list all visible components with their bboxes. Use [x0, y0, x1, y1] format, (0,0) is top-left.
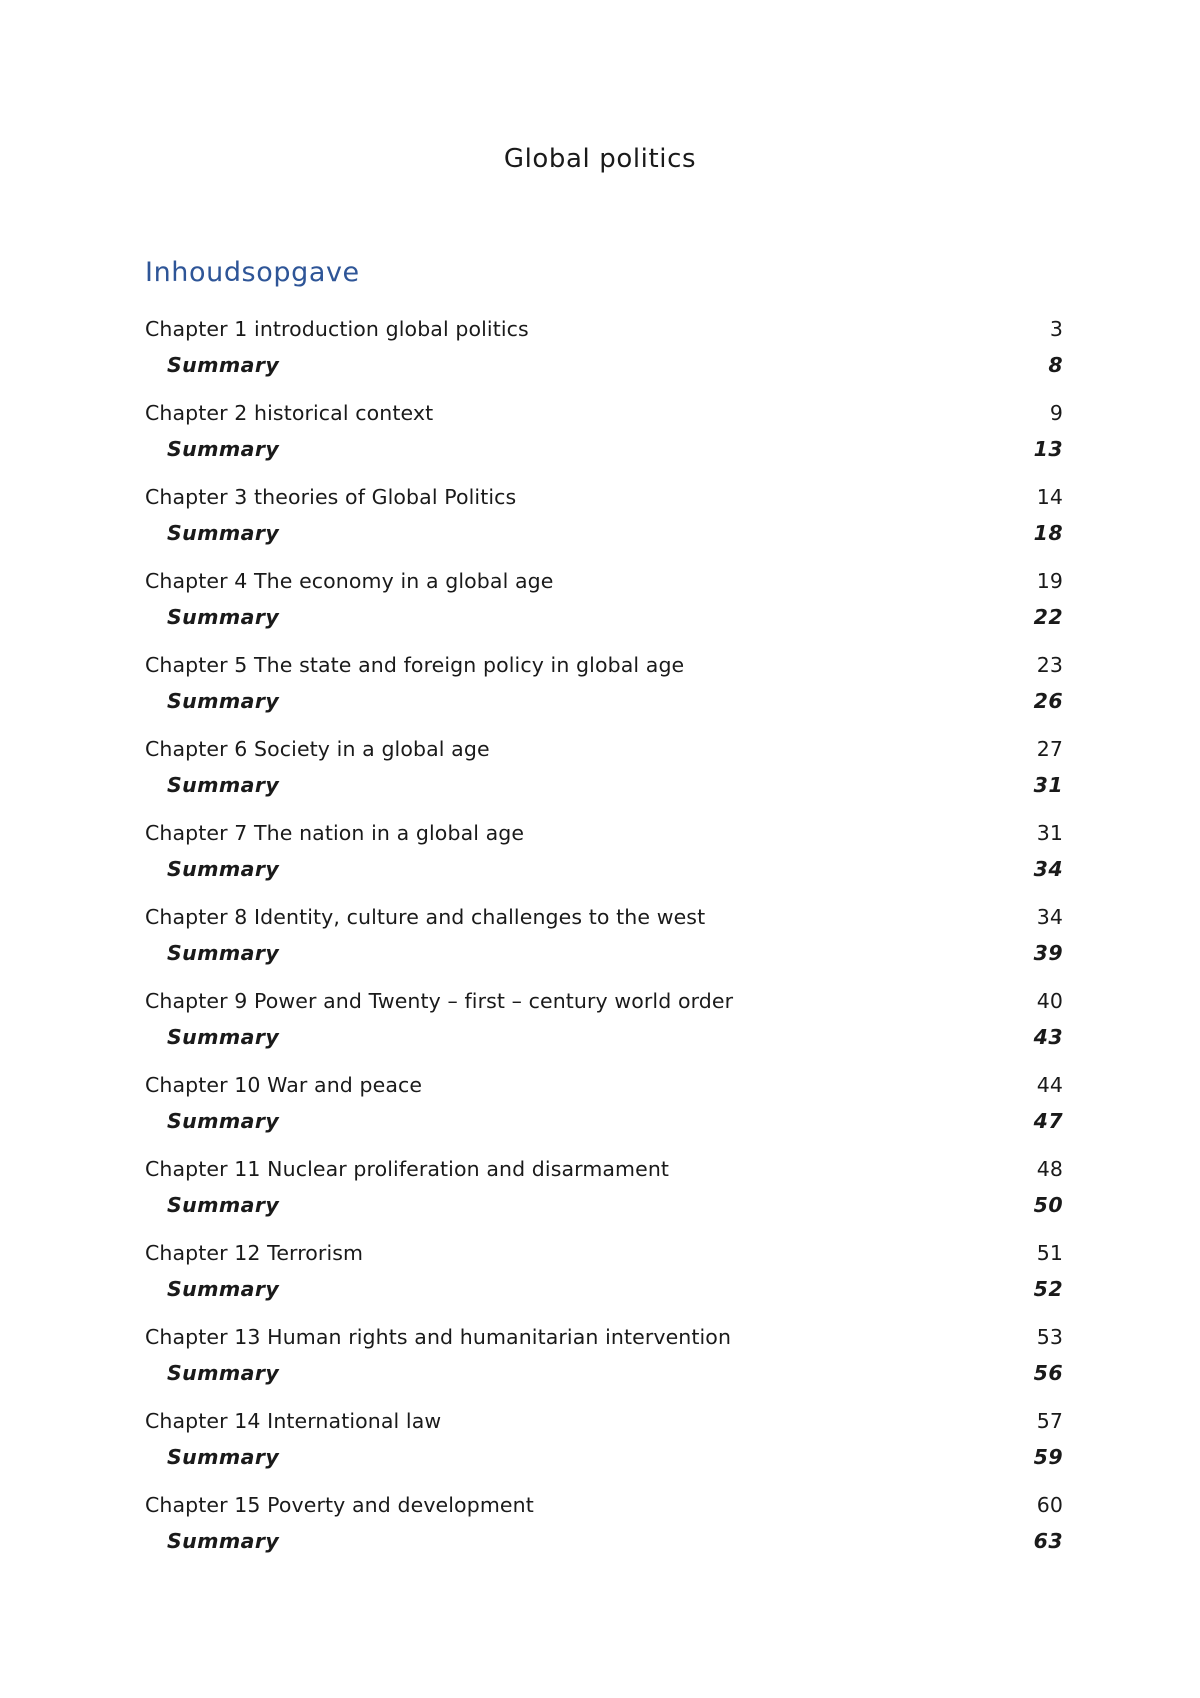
- toc-summary-page: 39: [1033, 941, 1063, 965]
- toc-chapter-page: 60: [1036, 1493, 1063, 1517]
- toc-chapter-link[interactable]: [145, 731, 1063, 767]
- toc-chapter-page: 53: [1036, 1325, 1063, 1349]
- toc-chapter-page: 51: [1036, 1241, 1063, 1265]
- toc-entry: [145, 731, 1063, 815]
- toc-chapter-link[interactable]: [145, 1487, 1063, 1523]
- toc-chapter-page: 19: [1036, 569, 1063, 593]
- toc-summary-page: 50: [1033, 1193, 1063, 1217]
- toc-summary-link[interactable]: [145, 1439, 1063, 1475]
- toc-summary-label: Summary: [167, 1445, 280, 1469]
- toc-chapter-page: 44: [1036, 1073, 1063, 1097]
- toc-heading: Inhoudsopgave: [145, 257, 360, 288]
- toc-chapter-title: Chapter 8 Identity, culture and challenges to the west: [145, 905, 706, 929]
- toc-chapter-page: 48: [1036, 1157, 1063, 1181]
- toc-entry: [145, 1151, 1063, 1235]
- toc-chapter-link[interactable]: [145, 1403, 1063, 1439]
- toc-summary-link[interactable]: [145, 515, 1063, 551]
- toc-summary-page: 52: [1033, 1277, 1063, 1301]
- toc-entry: [145, 815, 1063, 899]
- toc-summary-link[interactable]: [145, 767, 1063, 803]
- toc-summary-label: Summary: [167, 1025, 280, 1049]
- toc-chapter-title: Chapter 11 Nuclear proliferation and disarmament: [145, 1157, 670, 1181]
- toc-chapter-page: 23: [1036, 653, 1063, 677]
- toc-entry: [145, 563, 1063, 647]
- toc-entry: [145, 1487, 1063, 1571]
- toc-summary-page: 22: [1033, 605, 1063, 629]
- toc-summary-link[interactable]: [145, 935, 1063, 971]
- toc-summary-label: Summary: [167, 353, 280, 377]
- toc-summary-page: 47: [1033, 1109, 1063, 1133]
- toc-chapter-title: Chapter 6 Society in a global age: [145, 737, 490, 761]
- toc-entry: [145, 311, 1063, 395]
- toc-summary-link[interactable]: [145, 1019, 1063, 1055]
- toc-summary-label: Summary: [167, 1529, 280, 1553]
- toc-summary-page: 43: [1033, 1025, 1063, 1049]
- toc-summary-label: Summary: [167, 941, 280, 965]
- toc-chapter-link[interactable]: [145, 479, 1063, 515]
- toc-chapter-link[interactable]: [145, 1319, 1063, 1355]
- toc-chapter-title: Chapter 1 introduction global politics: [145, 317, 529, 341]
- toc-summary-link[interactable]: [145, 1103, 1063, 1139]
- document-title: Global politics: [503, 144, 697, 174]
- table-of-contents: [145, 311, 1063, 1571]
- toc-chapter-title: Chapter 4 The economy in a global age: [145, 569, 554, 593]
- toc-chapter-link[interactable]: [145, 395, 1063, 431]
- toc-chapter-title: Chapter 5 The state and foreign policy in global age: [145, 653, 685, 677]
- toc-entry: [145, 647, 1063, 731]
- toc-summary-label: Summary: [167, 1361, 280, 1385]
- toc-summary-page: 8: [1048, 353, 1063, 377]
- toc-entry: [145, 1235, 1063, 1319]
- toc-chapter-title: Chapter 13 Human rights and humanitarian intervention: [145, 1325, 732, 1349]
- toc-summary-link[interactable]: [145, 431, 1063, 467]
- toc-chapter-title: Chapter 12 Terrorism: [145, 1241, 364, 1265]
- toc-chapter-page: 27: [1036, 737, 1063, 761]
- toc-entry: [145, 1319, 1063, 1403]
- toc-chapter-title: Chapter 2 historical context: [145, 401, 434, 425]
- toc-chapter-link[interactable]: [145, 1235, 1063, 1271]
- toc-chapter-link[interactable]: [145, 815, 1063, 851]
- toc-entry: [145, 395, 1063, 479]
- toc-summary-page: 18: [1033, 521, 1063, 545]
- toc-summary-link[interactable]: [145, 1523, 1063, 1559]
- toc-summary-link[interactable]: [145, 851, 1063, 887]
- toc-summary-page: 13: [1033, 437, 1063, 461]
- toc-chapter-link[interactable]: [145, 647, 1063, 683]
- toc-summary-label: Summary: [167, 1277, 280, 1301]
- toc-chapter-link[interactable]: [145, 1067, 1063, 1103]
- toc-chapter-link[interactable]: [145, 983, 1063, 1019]
- toc-chapter-title: Chapter 7 The nation in a global age: [145, 821, 525, 845]
- toc-summary-link[interactable]: [145, 347, 1063, 383]
- toc-summary-link[interactable]: [145, 1271, 1063, 1307]
- toc-summary-label: Summary: [167, 689, 280, 713]
- toc-summary-page: 56: [1033, 1361, 1063, 1385]
- toc-summary-link[interactable]: [145, 599, 1063, 635]
- toc-summary-label: Summary: [167, 521, 280, 545]
- toc-summary-label: Summary: [167, 605, 280, 629]
- toc-summary-link[interactable]: [145, 1355, 1063, 1391]
- toc-entry: [145, 1067, 1063, 1151]
- toc-entry: [145, 899, 1063, 983]
- toc-summary-label: Summary: [167, 437, 280, 461]
- toc-chapter-title: Chapter 15 Poverty and development: [145, 1493, 534, 1517]
- toc-chapter-page: 31: [1036, 821, 1063, 845]
- toc-summary-page: 59: [1033, 1445, 1063, 1469]
- toc-entry: [145, 479, 1063, 563]
- toc-summary-page: 26: [1033, 689, 1063, 713]
- toc-summary-link[interactable]: [145, 1187, 1063, 1223]
- toc-chapter-page: 3: [1049, 317, 1063, 341]
- toc-summary-label: Summary: [167, 1193, 280, 1217]
- toc-chapter-link[interactable]: [145, 1151, 1063, 1187]
- toc-summary-page: 63: [1033, 1529, 1063, 1553]
- toc-chapter-page: 40: [1036, 989, 1063, 1013]
- toc-chapter-title: Chapter 9 Power and Twenty – first – century world order: [145, 989, 734, 1013]
- toc-entry: [145, 983, 1063, 1067]
- toc-chapter-page: 14: [1036, 485, 1063, 509]
- toc-summary-page: 31: [1033, 773, 1063, 797]
- toc-chapter-page: 34: [1036, 905, 1063, 929]
- toc-summary-label: Summary: [167, 1109, 280, 1133]
- toc-chapter-title: Chapter 3 theories of Global Politics: [145, 485, 517, 509]
- toc-summary-page: 34: [1033, 857, 1063, 881]
- toc-summary-label: Summary: [167, 857, 280, 881]
- toc-chapter-title: Chapter 14 International law: [145, 1409, 442, 1433]
- toc-chapter-link[interactable]: [145, 563, 1063, 599]
- toc-chapter-title: Chapter 10 War and peace: [145, 1073, 423, 1097]
- toc-summary-label: Summary: [167, 773, 280, 797]
- toc-summary-link[interactable]: [145, 683, 1063, 719]
- toc-chapter-link[interactable]: [145, 311, 1063, 347]
- toc-chapter-page: 57: [1036, 1409, 1063, 1433]
- toc-chapter-link[interactable]: [145, 899, 1063, 935]
- toc-entry: [145, 1403, 1063, 1487]
- toc-chapter-page: 9: [1049, 401, 1063, 425]
